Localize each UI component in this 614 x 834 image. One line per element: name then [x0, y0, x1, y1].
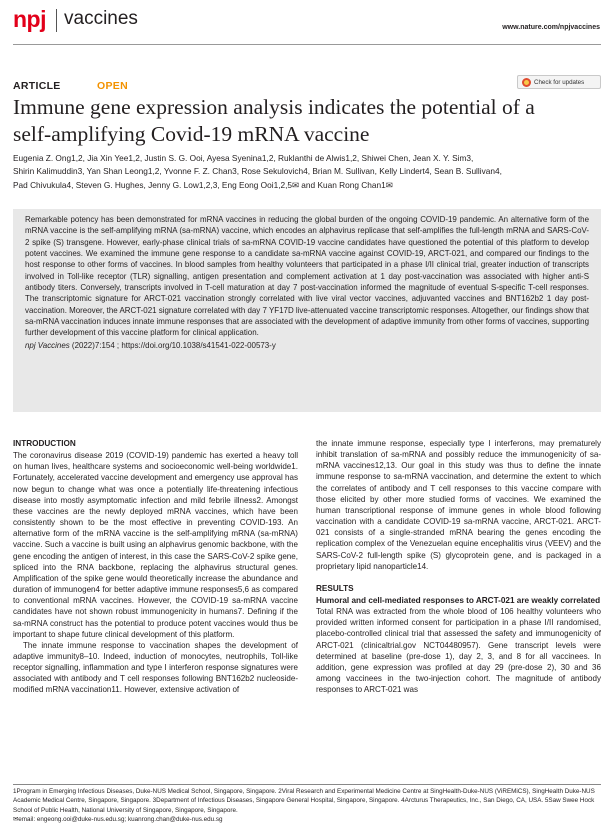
- results-subheading: Humoral and cell-mediated responses to ARCT-021 are weakly correlated: [316, 596, 601, 606]
- affiliations: [13, 787, 601, 825]
- header-rule: [13, 44, 601, 45]
- introduction-paragraph-2: The innate immune response to vaccination shapes the development of adaptive immunity8–10. Indeed, induction of monocytes, neutrophils, Toll-like receptor signalling, inflammation and type I interferon response signatures were associated with antibody and T cell responses following BNT162b2 nucleoside-modified mRNA vaccination11. However, extensive activation of: [13, 640, 298, 695]
- authors-line-3: Pad Chivukula4, Steven G. Hughes, Jenny G. Low1,2,3, Eng Eong Ooi1,2,5✉ and Kuan Rong Chan1✉: [13, 179, 393, 190]
- check-for-updates-button[interactable]: [517, 75, 601, 89]
- article-title: [13, 94, 603, 148]
- abstract-text: Remarkable potency has been demonstrated for mRNA vaccines in reducing the global burden of the ongoing COVID-19 pandemic. An alternative form of the mRNA vaccine is the self-amplifying mRNA (sa-mRNA) vaccine, which encodes an alphavirus replicase that self-amplifies the full-length mRNA and SARS-CoV-2 spike (S) transgene. However, early-phase clinical trials of sa-mRNA COVID-19 vaccine candidates have questioned the potential of this platform to develop potent vaccines. We examined the immune gene response to a candidate sa-mRNA vaccine against COVID-19, ARCT-021, and compared our findings to the host response to other forms of vaccines. In blood samples from healthy volunteers that participated in a phase I/II clinical trial, greater induction of transcripts involved in Toll-like receptor (TLR) signalling, antigen presentation and complement activation at 1 day post-vaccination was associated with higher anti-S antibody titers. Conversely, transcripts involved in T-cell maturation at day 7 post-vaccination informed the magnitude of eventual S-specific T-cell responses. The transcriptomic signature for ARCT-021 vaccination strongly correlated with live viral vector vaccines, adjuvanted vaccines and BNT162b2 1 day post-vaccination. Moreover, the ARCT-021 signature correlated with day 7 YF17D live-attenuated vaccine transcriptomic responses. Altogether, our findings show that sa-mRNA vaccination induces innate immune responses that are associated with the development of adaptive immunity from other forms of vaccines, supporting further development of this vaccine platform for clinical application.: [25, 215, 589, 338]
- journal-name[interactable]: vaccines: [64, 8, 138, 29]
- site-url[interactable]: www.nature.com/npjvaccines: [502, 24, 600, 31]
- citation-details[interactable]: (2022)7:154 ; https://doi.org/10.1038/s41541-022-00573-y: [69, 340, 276, 350]
- journal-logo[interactable]: npj: [13, 6, 46, 32]
- check-updates-label: Check for updates: [534, 78, 585, 86]
- check-updates-icon: [522, 78, 531, 87]
- authors-line-2: Shirin Kalimuddin3, Yan Shan Leong1,2, Yvonne F. Z. Chan3, Rose Sekulovich4, Brian M. Sullivan, Kelly Lindert4, Sean B. Sullivan4,: [13, 166, 502, 177]
- authors-line-1: Eugenia Z. Ong1,2, Jia Xin Yee1,2, Justin S. G. Ooi, Ayesa Syenina1,2, Ruklanthi de Alwis1,2, Shiwei Chen, Jean X. Y. Sim3,: [13, 153, 474, 163]
- author-list: [13, 152, 603, 192]
- logo-divider: [56, 9, 57, 32]
- open-access-label: OPEN: [97, 80, 128, 92]
- affiliation-list: 1Program in Emerging Infectious Diseases, Duke-NUS Medical School, Singapore, Singapore. 2Viral Research and Experimental Medicine Centre at SingHealth-Duke-NUS (ViREMiCS), SingHealth Duke-NUS Academic Medical Centre, Singapore, Singapore. 3Department of Infectious Diseases, Singapore General Hospital, Singapore, Singapore. 4Arcturus Therapeutics, Inc., San Diego, CA, USA. 5Saw Swee Hock School of Public Health, National University of Singapore, Singapore, Singapore.: [13, 788, 595, 814]
- citation-journal: npj Vaccines: [25, 340, 70, 350]
- introduction-paragraph-1: The coronavirus disease 2019 (COVID-19) pandemic has exerted a heavy toll on human lives, healthcare systems and socioeconomic well-being worldwide1. Fortunately, accelerated vaccine development and emergency use approval has now begun to change what was once a potentially life-threatening infectious disease into mostly asymptomatic infection and mild febrile illness2. Amongst these vaccines are the newly deployed mRNA vaccines, which have been consistently shown to be the most effective in preventing COVID-193. An alternative form of the mRNA vaccine is the self-amplifying mRNA (sa-mRNA) vaccine. Such a vaccine is built using an alphavirus genomic backbone, with the gene encoding the antigen of interest, in this case the SARS-CoV-2 spike gene, spliced into the RNA backbone, replacing the alphavirus structural genes. Amplification of the spike gene would theoretically increase the abundance and duration of immunogen4 for better adaptive immune responses5,6 as compared to conventional mRNA vaccines. However, the COVID-19 sa-mRNA vaccine candidates have not shown robust immunogenicity in humans7. Defining if the sa-mRNA construct has the potential to produce potent vaccines would thus be important to shape future clinical development of this platform.: [13, 451, 298, 639]
- section-gap: [316, 572, 601, 583]
- introduction-heading: INTRODUCTION: [13, 439, 76, 448]
- body-right-column: [316, 438, 601, 695]
- article-type: ARTICLE: [13, 80, 61, 92]
- title-line-1: Immune gene expression analysis indicates the potential of a: [13, 95, 535, 119]
- title-line-2: self-amplifying Covid-19 mRNA vaccine: [13, 122, 370, 146]
- results-paragraph-1: Total RNA was extracted from the whole blood of 106 healthy volunteers who provided written informed consent for participation in a phase I/II randomised, placebo-controlled clinical trial that assessed the safety and immunogenicity of ARCT-021 (clinicaltrial.gov NCT04480957). Gene transcript levels were determined at baseline (pre-dose 1), day 2, 3, and 8 for all vaccinees. In addition, gene expression was profiled at day 29 (pre-dose 2), 30 and 36 among vaccinees in the two-injection cohort. The magnitude of antibody responses to ARCT-021 was: [316, 607, 601, 695]
- correspondence-email[interactable]: ✉email: engeong.ooi@duke-nus.edu.sg; kuanrong.chan@duke-nus.edu.sg: [13, 816, 223, 824]
- citation-line: [25, 340, 589, 351]
- results-heading: RESULTS: [316, 583, 354, 593]
- footer-rule: [13, 784, 601, 785]
- body-left-column: [13, 438, 298, 696]
- abstract-box: [13, 209, 601, 412]
- introduction-continued: the innate immune response, especially type I interferons, may prematurely inhibit translation of sa-mRNA and possibly reduce the immunogenicity of sa-mRNA vaccines12,13. Our goal in this study was thus to define the innate immune response to sa-mRNA vaccination, and determine the extent to which the correlates of antibody and T cell responses to this vaccine compare with those elicited by other more studied forms of vaccines. We examined the human transcriptional response of immune genes in whole blood following vaccination with a candidate COVID-19 sa-mRNA vaccine, ARCT-021. ARCT-021 consists of a single-stranded mRNA bearing the genes encoding the replication complex of the Venezuelan equine encephalitis virus (VEEV) and the SARS-CoV-2 full-length spike (S) glycoprotein gene, and is packaged in a proprietary lipid nanoparticle14.: [316, 439, 601, 571]
